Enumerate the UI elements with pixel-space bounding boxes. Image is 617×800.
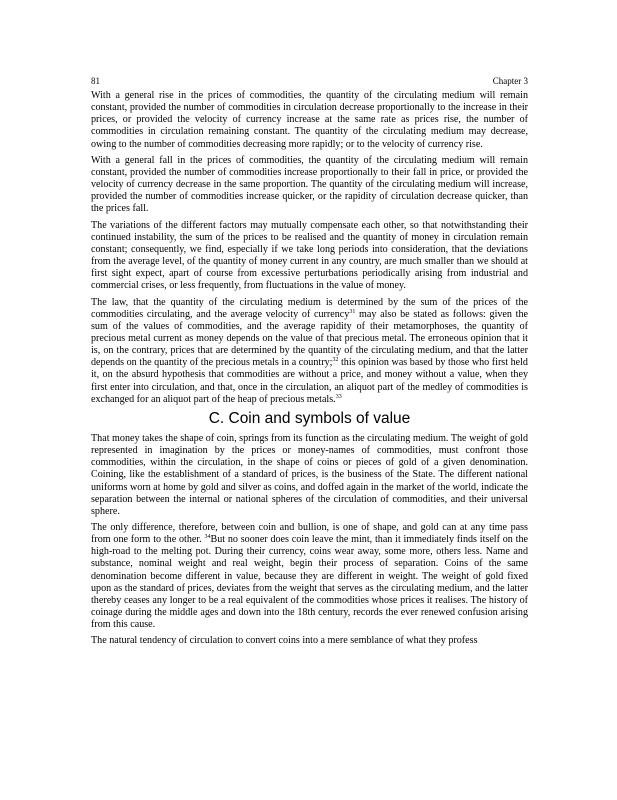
paragraph-natural-tendency: The natural tendency of circulation to convert coins into a mere semblance of what they profess [91,635,478,647]
footnote-ref-33: 33 [335,393,342,400]
footnote-ref-34: 34 [204,534,211,541]
document-page [91,76,528,652]
running-header [91,76,528,87]
paragraph-compensation: The variations of the different factors may mutually compensate each other, so that notwithstanding their continued instability, the sum of the prices to be realised and the quantity of money in circulation remain constant; consequently, we find, especially if we take long periods into consideration, that the deviations from the average level, of the quantity of money current in any country, are much smaller than we should at first sight expect, apart of course from excessive perturbations periodically arising from industrial and commercial crises, or less frequently, from fluctuations in the value of money. [91,219,528,292]
law-text-part-1: The law, that the quantity of the circulating medium is determined by the sum of the prices of the commodities circulating, and the average velocity of currency [91,296,528,320]
law-text-part-2: may also be stated as follows: given the sum of the values of commodities, and the average rapidity of their metamorphoses, the quantity of precious metal current as money depends on the value of that precious metal. The erroneous opinion that it is, on the contrary, prices that are determined by the quantity of the circulating medium, and that the latter depends on the quantity of the precious metals in a country; [91,308,528,369]
coin-text-part-1: The only difference, therefore, between coin and bullion, is one of shape, and gold can at any time pass from one form to the other. [91,522,528,546]
chapter-label: Chapter 3 [492,76,528,86]
law-text-part-3: this opinion was based by those who first held it, on the absurd hypothesis that commodities are without a price, and money without a value, when they first enter into circulation, and that, once in the circulation, an aliquot part of the medley of commodities is exchanged for an aliquot part of the heap of precious metals. [91,357,528,405]
paragraph-coin-shape: That money takes the shape of coin, springs from its function as the circulating medium. The weight of gold represented in imagination by the prices or money-names of commodities, must confront those commodities, within the circulation, in the shape of coins or pieces of gold of a given denomination. Coining, like the establishment of a standard of prices, is the business of the State. The different national uniforms worn at home by gold and silver as coins, and doffed again in the market of the world, indicate the separation between the internal or national spheres of the circulation of commodities, and their universal sphere. [91,432,528,517]
section-heading: C. Coin and symbols of value [208,409,411,427]
paragraph-rising-prices: With a general rise in the prices of commodities, the quantity of the circulating medium will remain constant, provided the number of commodities in circulation decrease proportionally to the increase in their prices, or provided the velocity of currency increase at the same rate as prices rise, the number of commodities in circulation remaining constant. The quantity of the circulating medium may decrease, owing to the number of commodities decreasing more rapidly; or to the velocity of currency rise. [91,90,528,150]
page-number: 81 [91,76,100,86]
footnote-ref-31: 31 [349,308,356,315]
paragraph-law-of-circulation [91,297,528,406]
paragraph-coin-vs-bullion [91,522,528,631]
footnote-ref-32: 32 [332,357,339,364]
paragraph-falling-prices: With a general fall in the prices of commodities, the quantity of the circulating medium will remain constant, provided the number of commodities increase proportionally to their fall in price, or provided the velocity of currency decrease in the same proportion. The quantity of the circulating medium will increase, provided the number of commodities increase quicker, or the rapidity of circulation decrease quicker, than the prices fall. [91,154,528,215]
coin-text-part-2: But no sooner does coin leave the mint, than it immediately finds itself on the high-road to the melting pot. During their currency, coins wear away, some more, others less. Name and substance, nominal weight and real weight, begin their process of separation. Coins of the same denomination become different in value, because they are different in weight. The weight of gold fixed upon as the standard of prices, deviates from the weight that serves as the circulating medium, and the latter thereby ceases any longer to be a real equivalent of the commodities whose prices it realises. The history of coinage during the middle ages and down into the 18th century, records the ever renewed confusion arising from this cause. [91,534,528,631]
